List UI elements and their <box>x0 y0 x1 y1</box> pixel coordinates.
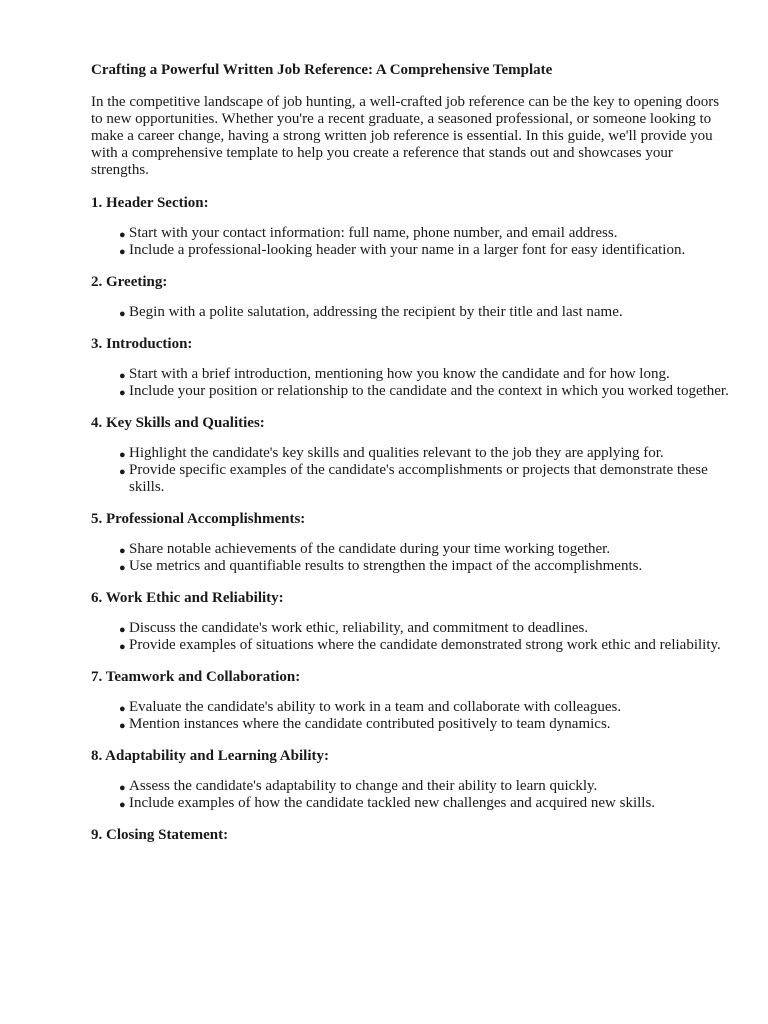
list-item <box>119 462 731 496</box>
bullet-list <box>91 225 731 259</box>
list-item-text: Include examples of how the candidate tackled new challenges and acquired new skills. <box>129 795 656 811</box>
section-heading: 8. Adaptability and Learning Ability: <box>91 748 329 764</box>
list-item <box>119 620 731 637</box>
list-item-text: Begin with a polite salutation, addressing the recipient by their title and last name. <box>129 304 623 320</box>
bullet-dot-icon: ● <box>119 562 126 574</box>
bullet-dot-icon: ● <box>119 229 126 241</box>
bullet-dot-icon: ● <box>119 703 126 715</box>
section-heading: 6. Work Ethic and Reliability: <box>91 590 284 606</box>
list-item-text: Start with your contact information: full name, phone number, and email address. <box>129 225 618 241</box>
section-heading: 7. Teamwork and Collaboration: <box>91 669 301 685</box>
list-item <box>119 445 731 462</box>
list-item <box>119 304 731 321</box>
list-item <box>119 366 731 383</box>
list-item <box>119 558 731 575</box>
bullet-dot-icon: ● <box>119 799 126 811</box>
section-heading: 2. Greeting: <box>91 274 168 290</box>
list-item <box>119 778 731 795</box>
bullet-dot-icon: ● <box>119 466 126 478</box>
list-item-text: Evaluate the candidate's ability to work in a team and collaborate with colleagues. <box>129 699 622 715</box>
section-heading: 1. Header Section: <box>91 195 209 211</box>
intro-paragraph: In the competitive landscape of job hunting, a well-crafted job reference can be the key to opening doors to new opportunities. Whether you're a recent graduate, a seasoned professional, or someone looking to make a career change, having a strong written job reference is essential. In this guide, we'll provide you with a comprehensive template to help you create a reference that stands out and showcases your strengths. <box>91 94 720 178</box>
list-item-text: Highlight the candidate's key skills and qualities relevant to the job they are applying for. <box>129 445 664 461</box>
list-item-text: Assess the candidate's adaptability to change and their ability to learn quickly. <box>129 778 598 794</box>
bullet-list <box>91 445 731 496</box>
section-heading: 9. Closing Statement: <box>91 827 229 843</box>
list-item-text: Use metrics and quantifiable results to strengthen the impact of the accomplishments. <box>129 558 643 574</box>
sections-container <box>91 193 731 845</box>
list-item-text: Discuss the candidate's work ethic, reliability, and commitment to deadlines. <box>129 620 589 636</box>
list-item-text: Provide examples of situations where the candidate demonstrated strong work ethic and reliability. <box>129 637 721 653</box>
bullet-list <box>91 620 731 654</box>
bullet-dot-icon: ● <box>119 641 126 653</box>
section-heading: 5. Professional Accomplishments: <box>91 511 306 527</box>
list-item-text: Include a professional-looking header with your name in a larger font for easy identification. <box>129 242 686 258</box>
list-item-text: Include your position or relationship to the candidate and the context in which you worked together. <box>129 383 729 399</box>
list-item-text: Share notable achievements of the candidate during your time working together. <box>129 541 611 557</box>
bullet-dot-icon: ● <box>119 246 126 258</box>
list-item <box>119 795 731 812</box>
list-item <box>119 716 731 733</box>
bullet-dot-icon: ● <box>119 370 126 382</box>
bullet-dot-icon: ● <box>119 449 126 461</box>
list-item <box>119 637 731 654</box>
bullet-list <box>91 778 731 812</box>
list-item-text: Provide specific examples of the candidate's accomplishments or projects that demonstrate these skills. <box>129 462 708 495</box>
bullet-dot-icon: ● <box>119 624 126 636</box>
bullet-dot-icon: ● <box>119 387 126 399</box>
bullet-list <box>91 304 731 321</box>
list-item <box>119 541 731 558</box>
list-item <box>119 699 731 716</box>
bullet-dot-icon: ● <box>119 545 126 557</box>
list-item-text: Start with a brief introduction, mentioning how you know the candidate and for how long. <box>129 366 670 382</box>
list-item-text: Mention instances where the candidate contributed positively to team dynamics. <box>129 716 611 732</box>
bullet-dot-icon: ● <box>119 308 126 320</box>
document-title: Crafting a Powerful Written Job Reference: A Comprehensive Template <box>91 62 553 78</box>
list-item <box>119 242 731 259</box>
bullet-list <box>91 366 731 400</box>
section-heading: 4. Key Skills and Qualities: <box>91 415 265 431</box>
bullet-dot-icon: ● <box>119 782 126 794</box>
document-page <box>91 60 731 857</box>
bullet-list <box>91 541 731 575</box>
section-heading: 3. Introduction: <box>91 336 193 352</box>
list-item <box>119 225 731 242</box>
bullet-list <box>91 699 731 733</box>
list-item <box>119 383 731 400</box>
bullet-dot-icon: ● <box>119 720 126 732</box>
